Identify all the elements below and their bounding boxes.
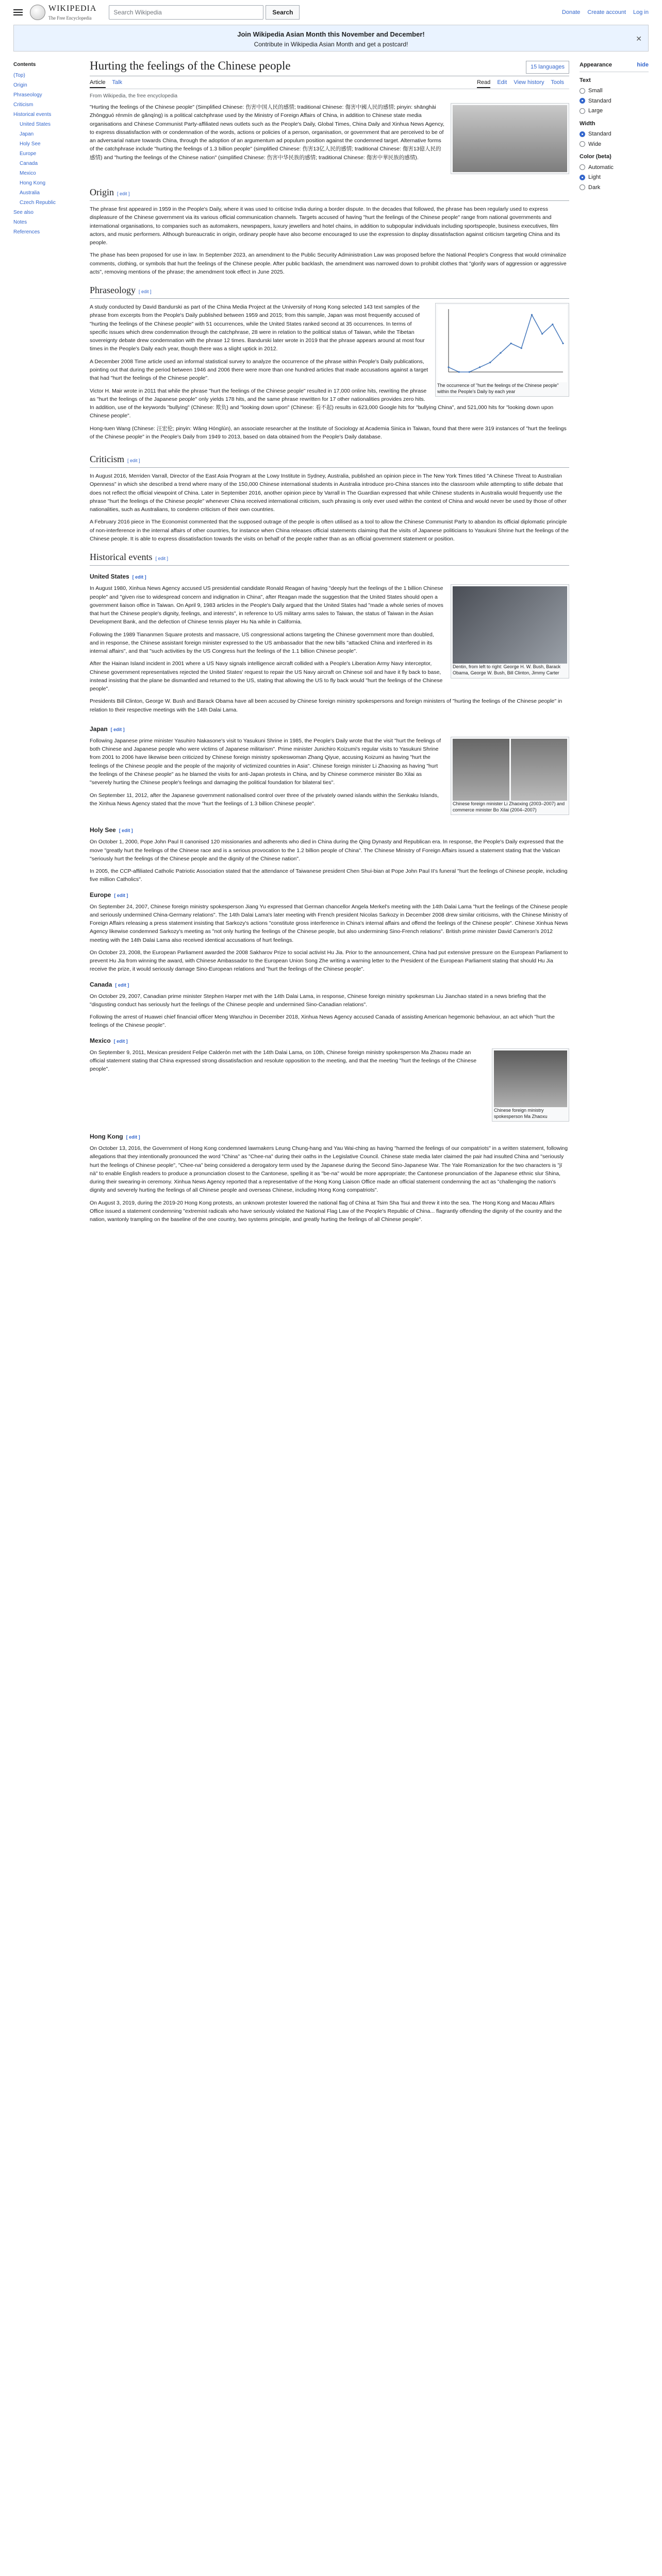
toc-subitem[interactable]: United States (20, 122, 51, 127)
data-point (562, 343, 564, 344)
wordmark: WIKIPEDIA (48, 4, 97, 13)
toc-item[interactable]: See also (13, 210, 34, 215)
option-label: Standard (588, 97, 611, 104)
paragraph: On September 9, 2011, Mexican president Felipe Calderón met with the 14th Dalai Lama, on 10th, Chinese foreign ministry spokesperson Ma Zhaoxu made an official statement stating that China expressed strong dissatisfaction and resolute opposition to the meeting, and that the meeting "hurt the feelings of the Chinese people". (89, 1049, 477, 1073)
language-selector[interactable]: 15 languages (526, 61, 569, 74)
radio-icon[interactable] (580, 184, 585, 190)
paragraph: A study conducted by David Bandurski as part of the China Media Project at the University of Hong Kong selected 143 text samples of the phrase from excerpts from the People's Daily published between 1959 and 2015; from this sample, Japan was most frequently accused of "hurting the feelings of the Chinese people" with 51 occurrences, while the United States ranked second at 35 occurrences. In terms of specific issues which drew condemnation through the catchphrase, 28 were in relation to the political status of Taiwan, while the Tibetan sovereignty debate drew condemnation with the phrase 12 times. Bandurski later wrote in 2019 that the phrase appears around at most four times in the People's Daily each year, though there was a slight uptick in 2012. (89, 304, 425, 352)
intro-image[interactable] (453, 105, 567, 172)
edit-link[interactable]: [ edit ] (132, 574, 146, 580)
paragraph: In 2005, the CCP-affiliated Catholic Patriotic Association stated that the attendance of Taiwanese president Chen Shui-bian at Pope John Paul II's funeral "hurt the feelings of Chinese people, including five million Catholics". (89, 868, 568, 883)
intro-paragraph: "Hurting the feelings of the Chinese people" (Simplified Chinese: 伤害中国人民的感情; traditional Chinese: 傷害中國人民的感情; pinyin: shānghài Zhōngguó rénmín de gǎnqíng) is a political catchphrase used by the Ministry of Foreign Affairs of China, in addition to Chinese state media organisations and Chinese Communist Party-affiliated news outlets such as the People's Daily, Global Times, China Daily and Xinhua News Agency, to express dissatisfaction with or condemnation of the words, actions or policies of a person, organisation, or government that are perceived to be of an adversarial nature towards China, through the adoption of an argumentum ad populum position against the condemned target. Alternative forms of the catchphrase include "hurting the feelings of 1.3 billion people" (simplified Chinese: 伤害13亿人民的感情; traditional Chinese: 傷害13億人民的感情) and "hurting the feelings of the Chinese nation" (simplified Chinese: 伤害中华民族的感情; traditional Chinese: 傷害中華民族的感情). (89, 104, 444, 161)
appearance-option[interactable] (580, 183, 649, 192)
edit-link[interactable]: [ edit ] (127, 458, 140, 464)
subsection-heading-japan: Japan [ edit ] (89, 725, 125, 733)
option-label: Small (588, 88, 603, 94)
mexico-figure (492, 1048, 569, 1122)
toc-item[interactable]: Historical events (13, 112, 52, 117)
donate-link[interactable]: Donate (561, 9, 581, 15)
toc-subitem[interactable]: Mexico (20, 171, 36, 176)
tab-edit[interactable]: Edit (497, 79, 507, 86)
appearance-group-label: Color (beta) (580, 154, 611, 160)
option-label: Dark (588, 184, 601, 191)
option-label: Automatic (588, 164, 614, 171)
tab-tools[interactable]: Tools (551, 79, 565, 86)
data-point (458, 371, 460, 373)
toc-subitem[interactable]: Hong Kong (20, 180, 46, 186)
edit-link[interactable]: [ edit ] (155, 556, 168, 562)
figure-caption: Chinese foreign minister Li Zhaoxing (2003–2007) and commerce minister Bo Xilai (2004–2007) (453, 801, 565, 813)
search-button[interactable]: Search (266, 5, 300, 20)
paragraph: A February 2016 piece in The Economist commented that the supposed outrage of the people is often utilised as a tool to allow the Chinese Communist Party to abandon its official diplomatic principle of non-interference in the internal affairs of other countries, for instance when China releases official statements claiming that the visits of Japanese politicians to Yasukuni Shrine hurt the feelings of the Chinese people. It is able to express dissatisfaction towards the visits on behalf of the people rather than as an official government statement or position. (89, 519, 569, 542)
data-point (469, 371, 470, 373)
appearance-option[interactable] (580, 97, 649, 106)
paragraph: After the Hainan Island incident in 2001 where a US Navy signals intelligence aircraft collided with a People's Liberation Army Navy interceptor, Chinese government representatives rejected the United States' request to repair the US Navy aircraft on Chinese soil and have it fly back to base, instead insisting that the plane be dismantled and returned to the US, stating that allowing the US to fly back would "hurt the feelings of the Chinese people". (89, 660, 443, 692)
radio-icon[interactable] (580, 131, 585, 137)
data-point (500, 352, 501, 354)
tab-article[interactable]: Article (90, 79, 106, 88)
paragraph: On August 3, 2019, during the 2019-20 Hong Kong protests, an unknown protester lowered the national flag of China at Tsim Sha Tsui and threw it into the sea. The Hong Kong and Macau Affairs Office issued a statement condemning "extremist radicals who have seriously violated the National Flag Law of the People's Republic of China... flagrantly offending the dignity of the country and the nation, wantonly trampling on the baseline of the one country, two systems principle, and greatly hurting the feelings of all Chinese people". (89, 1199, 562, 1223)
appearance-option[interactable] (580, 163, 649, 172)
paragraph: In August 2016, Merriden Varrall, Director of the East Asia Program at the Lowy Institute in Sydney, Australia, published an opinion piece in The New York Times titled "A Chinese Threat to Australian Openness" in which she described a trend where many of the 150,000 Chinese international students in Australia introduce pro-China stances into the classroom while attempting to stifle debate that does not reflect the official viewpoint of China. Later in September 2016, another opinion piece by Varrall in The Guardian expressed that while Chinese students in Australia would frequently use the phrase "hurt the feelings of the Chinese people" whenever China received international criticism, such phrasing is only ever used within the context of China and would never be used by those of other nationalities, such as Australians, to condemn criticism of their own countries. (89, 473, 567, 513)
subsection-heading-holy-see: Holy See [ edit ] (89, 826, 133, 834)
section-heading-phraseology: Phraseology [ edit ] (90, 283, 569, 299)
bo-xilai-photo[interactable] (511, 739, 568, 801)
us-figure (451, 584, 569, 678)
banner-text: Contribute in Wikipedia Asian Month and get a postcard! (254, 40, 408, 48)
radio-icon[interactable] (580, 164, 585, 170)
section-heading-origin: Origin [ edit ] (90, 185, 569, 201)
search-input[interactable]: Search Wikipedia (109, 5, 263, 20)
toc-item[interactable]: Criticism (13, 102, 34, 108)
figure-caption: Dentin, from left to right: George H. W. Bush, Barack Obama, George W. Bush, Bill Clinton, Jimmy Carter (453, 664, 561, 676)
paragraph: A December 2008 Time article used an informal statistical survey to analyze the occurrence of the phrase within People's Daily publications, pointing out that during the period between 1946 and 2006 there were more than one hundred articles that made accusations against a target that had "hurt the feelings of the Chinese people". (89, 358, 428, 382)
article-content (90, 52, 569, 1228)
hide-button[interactable]: hide (637, 62, 649, 68)
figure-caption: The occurrence of "hurt the feelings of the Chinese people" within the People's Daily by each year (437, 383, 559, 395)
paragraph: On October 29, 2007, Canadian prime minister Stephen Harper met with the 14th Dalai Lama, in response, Chinese foreign ministry spokesman Liu Jianchao stated in a news briefing that the "disgusting conduct has seriously hurt the feelings of the Chinese people and undermined Sino-Canadian relations". (89, 993, 546, 1008)
close-icon[interactable]: ✕ (636, 35, 642, 43)
data-point (552, 324, 553, 325)
paragraph: On September 24, 2007, Chinese foreign ministry spokesperson Jiang Yu expressed that German chancellor Angela Merkel's meeting with the 14th Dalai Lama "hurt the feelings of the Chinese people and seriously undermined China-Germany relations". The 14th Dalai Lama's later meeting with French president Nicolas Sarkozy in December 2008 drew similar criticisms, with the Chinese Ministry of Foreign Affairs releasing a press statement insisting that Sarkozy's actions "constitute gross interference in China's internal affairs and offend the feelings of the Chinese people". Chinese Xinhua News Agency likewise condemned Sarkozy's meeting as "not only hurting the feelings of the Chinese people, but also undermining Sino-French relations". British prime minister David Cameron's 2012 meeting with the 14th Dalai Lama also received identical accusations of hurt feelings. (89, 903, 568, 943)
paragraph: On October 1, 2000, Pope John Paul II canonised 120 missionaries and adherents who died in China during the Qing Dynasty and Republican era. In response, the People's Daily expressed that the move "greatly hurt the feelings of the Chinese race and is a serious provocation to the 1.2 billion people of China". The Chinese Ministry of Foreign Affairs issued a statement stating that the Vatican "seriously hurt the feelings of the Chinese people and the dignity of the Chinese nation". (89, 839, 564, 862)
paragraph: On September 11, 2012, after the Japanese government nationalised control over three of the privately owned islands within the Senkaku Islands, the Xinhua News Agency stated that the move "hurt the feelings of 1.3 billion Chinese people". (89, 792, 439, 807)
ma-zhaoxu-photo[interactable] (494, 1050, 567, 1107)
edit-link[interactable]: [ edit ] (138, 289, 152, 295)
option-label: Wide (588, 141, 602, 147)
paragraph: Following Japanese prime minister Yasuhiro Nakasone's visit to Yasukuni Shrine in 1985, the People's Daily wrote that the visit "hurt the feelings of both Chinese and Japanese people who were victims of Japanese militarism". Prime minister Junichiro Koizumi's regular visits to Yasukuni Shrine from 2001 to 2006 have likewise been criticized by Chinese foreign ministry spokeswoman Zhang Qiyue, accusing Koizumi as having "hurt the feelings of the Chinese people and the people of the majority of victimized countries in Asia". Chinese foreign minister Li Zhaoxing as having "hurt the feelings of the Chinese people" as he blamed the visits for anti-Japan protests in China, and by Chinese commerce minister Bo Xilai as "severely hurting the Chinese people's feelings and damaging the political foundation for bilateral ties". (89, 737, 441, 786)
japan-figure (451, 737, 569, 815)
occurrence-chart-figure (435, 303, 569, 397)
toc-item[interactable]: Notes (13, 219, 27, 225)
data-point (541, 333, 543, 335)
paragraph: Victor H. Mair wrote in 2011 that while the phrase "hurt the feelings of the Chinese people" resulted in 17,000 online hits, rewriting the phrase as "hurt the feelings of the Japanese people" only yields 178 hits, and the same phrase rewritten for 17 other nationalities provides zero hits. In addition, use of the keywords "bullying" (Chinese: 欺负) and "looking down upon" (Chinese: 看不起) results in 623,000 Google hits for "bullying China", and 521,000 hits for "looking down upon Chinese people". (89, 387, 554, 419)
tab-read[interactable]: Read (477, 79, 490, 88)
data-point (521, 347, 522, 349)
banner-title[interactable]: Join Wikipedia Asian Month this November and December! (237, 30, 425, 38)
option-label: Standard (588, 131, 611, 137)
data-point (531, 314, 533, 316)
paragraph: Hong-tuen Wang (Chinese: 汪宏伦; pinyin: Wāng Hónglún), an associate researcher at the Institute of Sociology at Academia Sinica in Taiwan, found that there were 319 instances of "hurt the feelings of the Chinese people" in the People's Daily from 1949 to 2013, based on data obtained from the People's Daily database. (89, 425, 567, 440)
paragraph: Presidents Bill Clinton, George W. Bush and Barack Obama have all been accused by Chinese foreign ministry spokespersons and foreign ministers of "hurting the feelings of the Chinese people" in relation to their respective meetings with the 14th Dalai Lama. (89, 698, 562, 713)
intro-figure (451, 103, 569, 174)
li-zhaoxing-photo[interactable] (453, 739, 509, 801)
toc-subitem[interactable]: Australia (20, 190, 40, 196)
paragraph: The phase has been proposed for use in law. In September 2023, an amendment to the Public Security Administration Law was proposed before the National People's Congress that would criminalize comments, clothing, or symbols that hurt the feelings of the Chinese people. After public backlash, the amendment was narrowed down to prohibit clothes that "glorify wars of aggression or aggressive acts", removing mentions of the phrase; the amendment took effect in June 2025. (89, 252, 567, 275)
toc-subitem[interactable]: Canada (20, 161, 38, 166)
toc-item[interactable]: References (13, 229, 40, 235)
subsection-heading-canada: Canada [ edit ] (89, 980, 129, 988)
edit-link[interactable]: [ edit ] (115, 982, 129, 988)
paragraph: Following the arrest of Huawei chief financial officer Meng Wanzhou in December 2018, Xinhua News Agency accused Canada of assisting American hegemonic behaviour, an act which "hurt the feelings of the Chinese people". (89, 1014, 555, 1029)
toc-subitem[interactable]: Europe (20, 151, 37, 157)
paragraph: In August 1980, Xinhua News Agency accused US presidential candidate Ronald Reagan of having "deeply hurt the feelings of the 1 billion Chinese people" and "given rise to widespread concern and indignation in China", after Reagan made the suggestion that the United States should open a government liaison office in Taiwan. On April 9, 1983 articles in the People's Daily argued that the United States had "made a whole series of moves that hurt the Chinese people's dignity, feelings, and interests", in reference to US military arms sales to Taiwan, the status of Taiwan in the Asian Development Bank, and the defection of Chinese tennis player Hu Na while in California. (89, 585, 443, 625)
appearance-panel (580, 52, 649, 1228)
presidents-photo[interactable] (453, 586, 567, 664)
paragraph: On October 23, 2008, the European Parliament awarded the 2008 Sakharov Prize to social activist Hu Jia. Prior to the announcement, China had put extensive pressure on the European Parliament to prevent Hu Jia from winning the award, with Chinese Ambassador to the European Union Song Zhe writing a warning letter to the President of the European Parliament stating that should Hu Jia receive the prize, it would seriously damage Sino-European relations and "hurt the feelings of the Chinese people". (89, 949, 568, 973)
occurrence-line-chart[interactable] (437, 305, 567, 382)
edit-link[interactable]: [ edit ] (113, 1038, 128, 1044)
appearance-option[interactable] (580, 130, 649, 139)
table-of-contents (13, 52, 82, 1228)
appearance-group-label: Width (580, 120, 595, 127)
edit-link[interactable]: [ edit ] (119, 828, 133, 834)
appearance-title: Appearance (580, 62, 612, 68)
login-link[interactable]: Log in (633, 9, 649, 15)
figure-caption: Chinese foreign ministry spokesperson Ma Zhaoxu (494, 1107, 548, 1119)
option-label: Large (588, 108, 603, 114)
section-heading-criticism: Criticism [ edit ] (90, 452, 569, 468)
subsection-heading-united-states: United States [ edit ] (89, 573, 146, 581)
radio-icon[interactable] (580, 88, 585, 94)
section-heading-historical-events: Historical events [ edit ] (90, 550, 569, 566)
radio-icon[interactable] (580, 175, 585, 180)
data-point (510, 343, 512, 344)
data-point (489, 362, 491, 363)
radio-icon[interactable] (580, 98, 585, 104)
toc-item[interactable]: (Top) (13, 73, 25, 78)
toc-subitem[interactable]: Holy See (20, 141, 41, 147)
subsection-heading-mexico: Mexico [ edit ] (89, 1037, 128, 1044)
toc-title: Contents (13, 62, 36, 67)
toc-subitem[interactable]: Japan (20, 131, 34, 137)
edit-link[interactable]: [ edit ] (117, 191, 130, 196)
create-account-link[interactable]: Create account (587, 9, 626, 15)
appearance-group-label: Text (580, 77, 591, 83)
paragraph: On October 13, 2016, the Government of Hong Kong condemned lawmakers Leung Chung-hang and Yau Wai-ching as having "harmed the feelings of our compatriots" in a written statement, following allegations that they intentionally pronounced the word "China" as "Chee-na" during their oaths in the Legislative Council. Chinese state media later claimed the pair had insulted China and "seriously hurt the feelings of Chinese people", "Chee-na" being considered a derogatory term used by the Japanese during the Second Sino-Japanese War. The Yale Romanization for the two characters is "jī nà" to enable English readers to produce a pronunciation closest to the Cantonese, spelling it as "be-na" would be more appropriate; the Cantonese pronunciation of the Japanese ethnic slur Shina, during their swearing-in ceremony. Xinhua News Agency reported that a representative of the Hong Kong Liaison Office made an official statement condemning the act as "challenging the nation's dignity and severely hurting the feelings of all Chinese people and overseas Chinese, including Hong Kong compatriots". (89, 1145, 568, 1194)
site-header (0, 0, 662, 25)
appearance-option[interactable] (580, 140, 649, 149)
appearance-option[interactable] (580, 107, 649, 115)
page-title: Hurting the feelings of the Chinese people (89, 59, 291, 72)
page-tabs (90, 76, 569, 90)
wikipedia-globe-logo[interactable] (30, 5, 45, 20)
tab-talk[interactable]: Talk (112, 79, 122, 86)
site-notice-banner (13, 25, 649, 52)
data-point (448, 366, 449, 368)
menu-icon[interactable] (13, 8, 23, 17)
edit-link[interactable]: [ edit ] (126, 1134, 140, 1140)
radio-icon[interactable] (580, 141, 585, 147)
subsection-heading-hong-kong: Hong Kong [ edit ] (89, 1133, 140, 1141)
data-point (479, 366, 481, 368)
option-label: Light (588, 174, 601, 180)
toc-item[interactable]: Phraseology (13, 92, 42, 98)
tagline: The Free Encyclopedia (48, 15, 92, 21)
toc-item[interactable]: Origin (13, 82, 27, 88)
logo-text[interactable] (48, 3, 96, 22)
radio-icon[interactable] (580, 108, 585, 114)
subsection-heading-europe: Europe [ edit ] (89, 891, 128, 899)
from-note: From Wikipedia, the free encyclopedia (89, 93, 178, 99)
toc-subitem[interactable]: Czech Republic (20, 200, 56, 206)
edit-link[interactable]: [ edit ] (110, 726, 125, 732)
paragraph: Following the 1989 Tiananmen Square protests and massacre, US congressional actions targeting the Chinese government more than doubled, and in response, the Chinese assistant foreign minister expressed to the US ambassador that the new bills "attacked China and interfered in its internal affairs", and that "such activities by the US Congress hurt the feelings of the 1.1 billion Chinese people". (89, 631, 434, 655)
paragraph: The phrase first appeared in 1959 in the People's Daily, where it was used to criticise India during a border dispute. In the decades that followed, the phrase has been regularly used to express displeasure of the Chinese government via its various official communication channels. Targets accused of having "hurt the feelings of the Chinese people" range from national governments and international organisations, to companies such as automakers, newspapers, luxury jewellers and hotel chains, in addition to subpopular individuals including sportspeople, business executives, film actors, and music performers. Although bureaucratic in origin, ordinary people have also become encouraged to use the expression to display dissatisfaction against criticism targeting China and its people. (89, 206, 560, 246)
appearance-option[interactable] (580, 87, 649, 95)
appearance-option[interactable] (580, 173, 649, 182)
edit-link[interactable]: [ edit ] (114, 892, 128, 898)
tab-history[interactable]: View history (514, 79, 544, 86)
